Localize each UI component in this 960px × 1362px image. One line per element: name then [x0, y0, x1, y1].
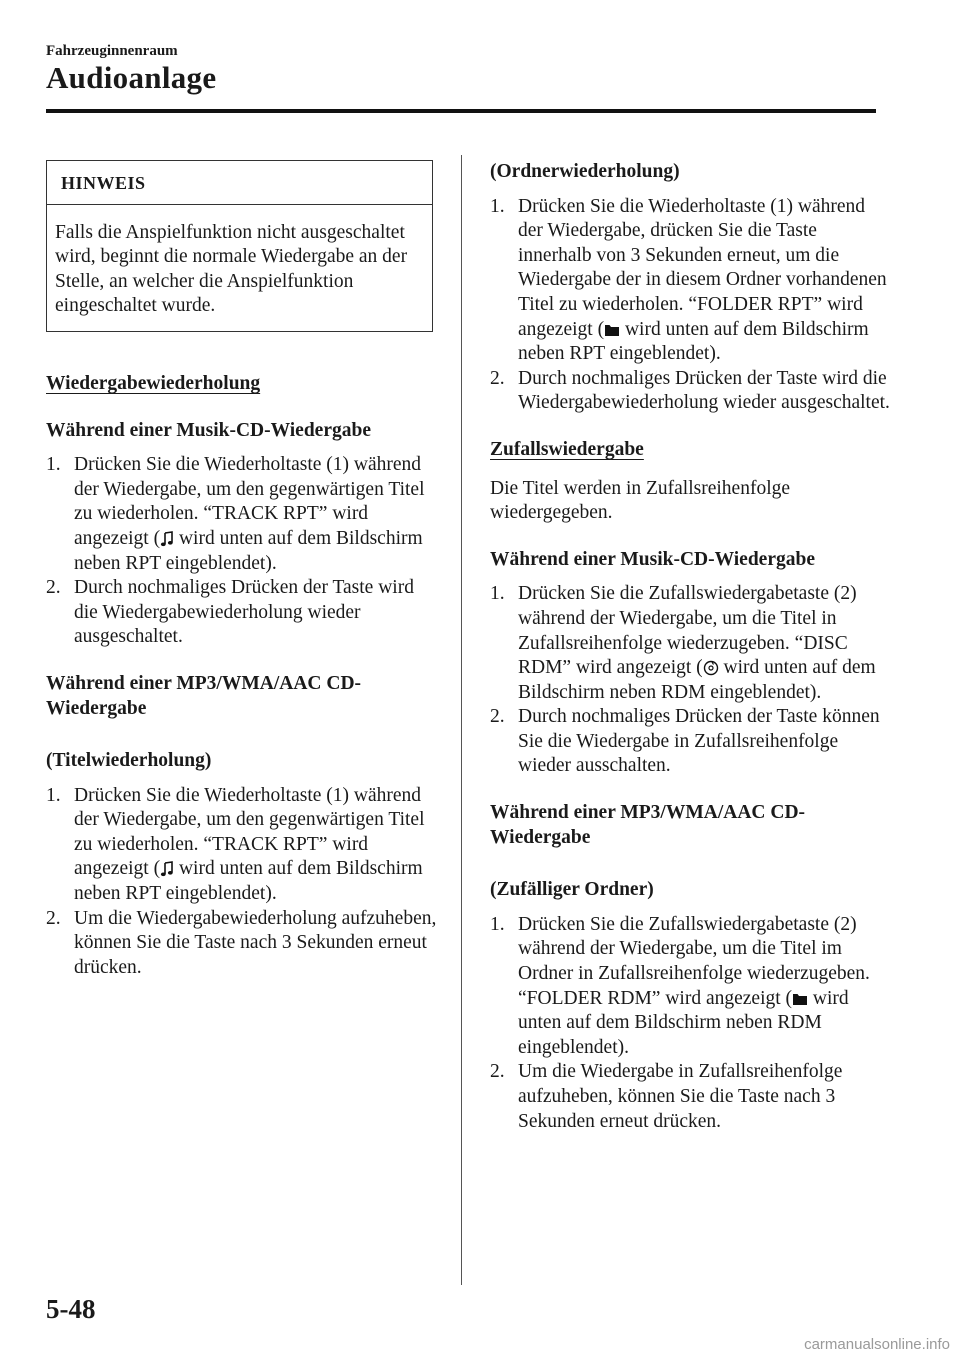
list-item: 2. Durch nochmaliges Drücken der Taste wird die Wiedergabewiederholung wieder ausgeschaltet. — [490, 367, 890, 414]
list-item: 1. Drücken Sie die Wiederholtaste (1) während der Wiedergabe, um den gegenwärtigen Titel zu wiederholen. “TRACK RPT” wird angezeigt ( wird unten auf dem Bildschirm neben RPT eingeblendet). — [46, 454, 425, 574]
note-box — [46, 160, 433, 332]
section-label: Fahrzeuginnenraum — [46, 43, 178, 59]
list-item: 1. Drücken Sie die Wiederholtaste (1) während der Wiedergabe, drücken Sie die Taste innerhalb von 3 Sekunden erneut, um die Wiedergabe der in diesem Ordner vorhandenen Titel zu wiederholen. “FOLDER RPT” wird angezeigt ( wird unten auf dem Bildschirm neben RPT eingeblendet). — [490, 195, 887, 365]
title-repeat-steps — [46, 784, 441, 981]
right-column — [490, 160, 890, 1156]
repeat-cd-steps — [46, 453, 441, 650]
music-note-icon — [160, 861, 174, 877]
random-mp3-heading: Während einer MP3/WMA/AAC CD-Wiedergabe — [490, 802, 806, 848]
music-note-icon — [160, 531, 174, 547]
note-body: Falls die Anspielfunktion nicht ausgeschaltet wird, beginnt die normale Wiedergabe an der Stelle, an welcher die Anspielfunktion eingeschaltet wurde. — [55, 221, 408, 317]
folder-repeat-subheading: (Ordnerwiederholung) — [490, 161, 680, 182]
repeat-heading: Wiedergabewiederholung — [46, 372, 261, 394]
random-folder-steps — [490, 913, 890, 1134]
list-item: 1. Drücken Sie die Wiederholtaste (1) während der Wiedergabe, um den gegenwärtigen Titel zu wiederholen. “TRACK RPT” wird angezeigt ( wird unten auf dem Bildschirm neben RPT eingeblendet). — [46, 784, 425, 905]
list-item: 1. Drücken Sie die Zufallswiedergabetaste (2) während der Wiedergabe, um die Titel im Ordner in Zufallsreihenfolge wiederzugeben. “FOLDER RDM” wird angezeigt ( wird unten auf dem Bildschirm neben RDM eingeblendet). — [490, 913, 870, 1058]
disc-icon — [703, 660, 719, 676]
page-number: 5-48 — [46, 1294, 96, 1324]
header-rule — [46, 109, 876, 113]
random-cd-steps — [490, 582, 890, 779]
random-intro: Die Titel werden in Zufallsreihenfolge wiedergegeben. — [490, 477, 791, 524]
list-item: 1. Drücken Sie die Zufallswiedergabetaste (2) während der Wiedergabe, um die Titel in Zufallsreihenfolge wiederzugeben. “DISC RDM” wird angezeigt ( wird unten auf dem Bildschirm neben RDM eingeblendet). — [490, 583, 876, 703]
list-item: 2. Durch nochmaliges Drücken der Taste können Sie die Wiedergabe in Zufallsreihenfolge wieder ausschalten. — [490, 706, 880, 777]
folder-repeat-steps — [490, 195, 890, 416]
column-divider — [461, 155, 462, 1285]
folder-icon — [792, 991, 808, 1007]
folder-icon — [604, 322, 620, 338]
random-folder-subheading: (Zufälliger Ordner) — [490, 879, 654, 901]
note-title: HINWEIS — [47, 161, 432, 205]
title-repeat-subheading: (Titelwiederholung) — [46, 750, 212, 772]
left-column — [46, 160, 441, 1002]
random-cd-heading: Während einer Musik-CD-Wiedergabe — [490, 548, 815, 570]
list-item: 2. Um die Wiedergabewiederholung aufzuheben, können Sie die Taste nach 3 Sekunden erneut drücken. — [46, 907, 437, 978]
page-title: Audioanlage — [46, 60, 217, 95]
random-heading: Zufallswiedergabe — [490, 438, 644, 460]
watermark: carmanualsonline.info — [804, 1336, 950, 1353]
list-item: 2. Durch nochmaliges Drücken der Taste wird die Wiedergabewiederholung wieder ausgeschaltet. — [46, 577, 414, 648]
repeat-mp3-heading: Während einer MP3/WMA/AAC CD-Wiedergabe — [46, 672, 362, 719]
repeat-cd-heading: Während einer Musik-CD-Wiedergabe — [46, 419, 371, 441]
list-item: 2. Um die Wiedergabe in Zufallsreihenfolge aufzuheben, können Sie die Taste nach 3 Sekunden erneut drücken. — [490, 1061, 843, 1132]
